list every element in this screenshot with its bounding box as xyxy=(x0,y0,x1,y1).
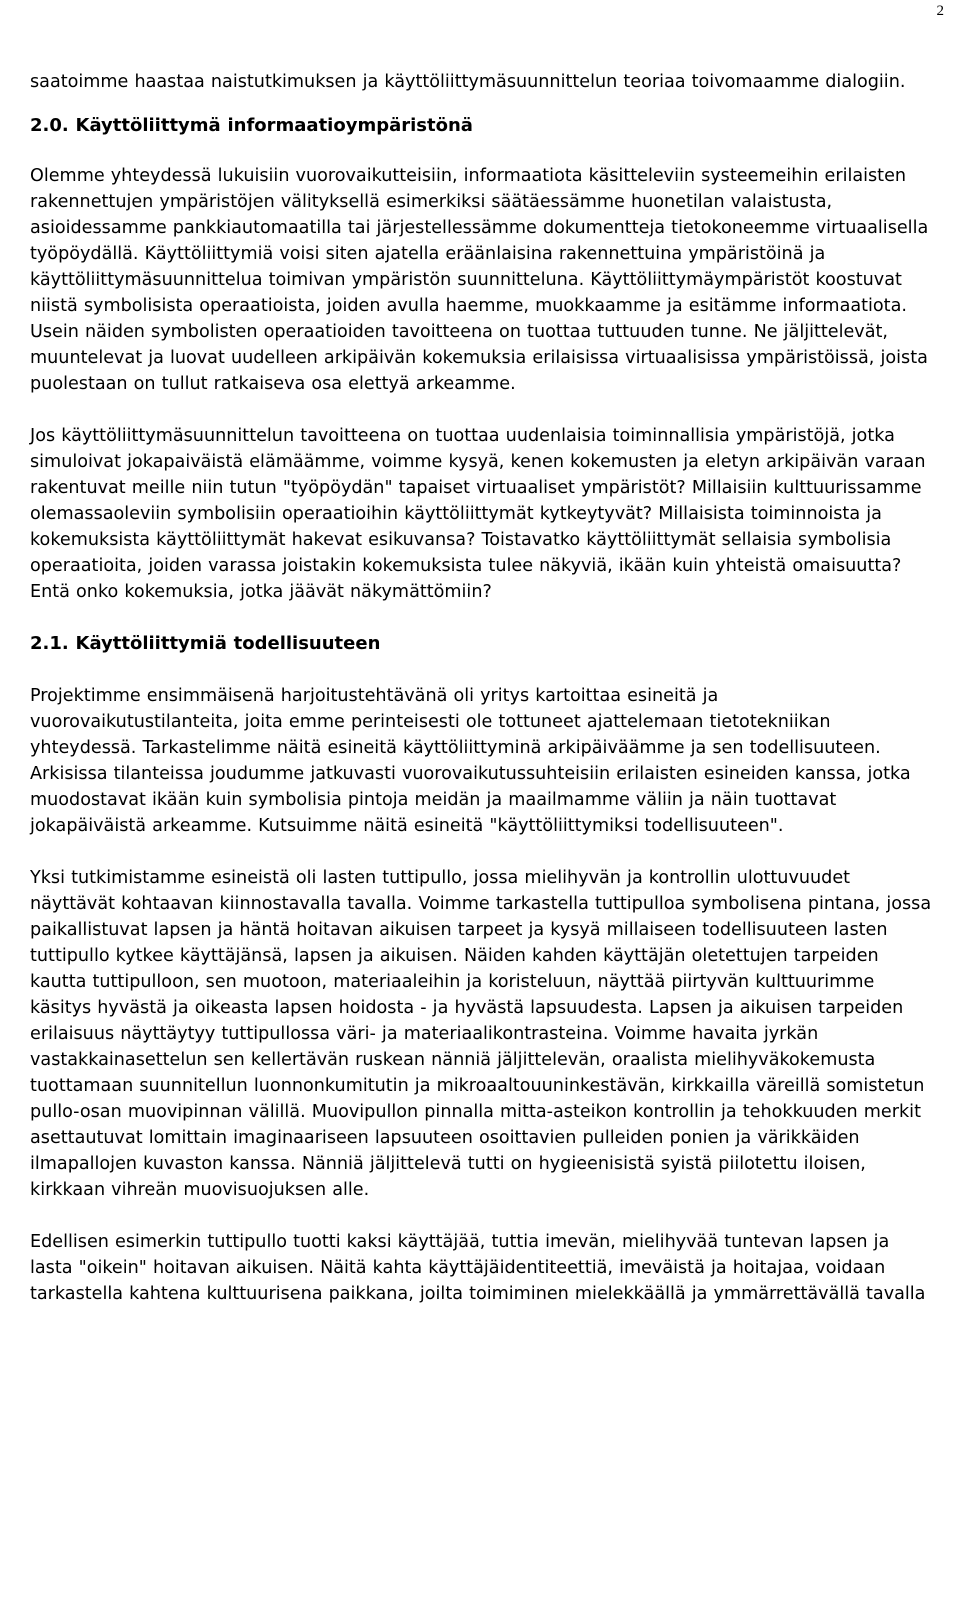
section-2-1-paragraph-1: Projektimme ensimmäisenä harjoitustehtävänä oli yritys kartoittaa esineitä ja vuorovaikutustilanteita, joita emme perinteisesti ole tottuneet ajattelemaan tietotekniikan yhteydessä. Tarkastelimme näitä esineitä käyttöliittyminä arkipäiväämme ja sen todellisuuteen. Arkisissa tilanteissa joudumme jatkuvasti vuorovaikutussuhteisiin erilaisten esineiden kanssa, jotka muodostavat ikään kuin symbolisia pintoja meidän ja maailmamme väliin ja näin tuottavat jokapäiväistä arkeamme. Kutsuimme näitä esineitä "käyttöliittymiksi todellisuuteen". xyxy=(30,686,911,836)
section-2-0-paragraph-2: Jos käyttöliittymäsuunnittelun tavoitteena on tuottaa uudenlaisia toiminnallisia ympäristöjä, jotka simuloivat jokapaiväistä elämäämme, voimme kysyä, kenen kokemusten ja eletyn arkipäivän varaan rakentuvat meille niin tutun "työpöydän" tapaiset virtuaaliset ympäristöt? Millaisiin kulttuurissamme olemassaoleviin symbolisiin operaatioihin käyttöliittymät kytkeytyvät? Millaisista toiminnoista ja kokemuksista käyttöliittymät hakevat esikuvansa? Toistavatko käyttöliittymät sellaisia symbolisia operaatioita, joiden varassa joistakin kokemuksista tulee näkyviä, ikään kuin yhteistä omaisuutta? Entä onko kokemuksia, jotka jäävät näkymättömiin? xyxy=(30,426,926,602)
section-2-1-paragraph-2: Yksi tutkimistamme esineistä oli lasten tuttipullo, jossa mielihyvän ja kontrollin ulottuvuudet näyttävät kohtaavan kiinnostavalla tavalla. Voimme tarkastella tuttipulloa symbolisena pintana, jossa paikallistuvat lapsen ja häntä hoitavan aikuisen tarpeet ja kysyä millaiseen todellisuuteen lasten tuttipullo kytkee käyttäjänsä, lapsen ja aikuisen. Näiden kahden käyttäjän oletettujen tarpeiden kautta tuttipulloon, sen muotoon, materiaaleihin ja koristeluun, näyttää piirtyvän kulttuurimme käsitys hyvästä ja oikeasta lapsen hoidosta - ja hyvästä lapsuudesta. Lapsen ja aikuisen tarpeiden erilaisuus näyttäytyy tuttipullossa väri- ja materiaalikontrasteina. Voimme havaita jyrkän vastakkainasettelun sen kellertävän ruskean nänniä jäljittelevän, oraalista mielihyväkokemusta tuottamaan suunnitellun luonnonkumitutin ja mikroaaltouuninkestävän, kirkkailla väreillä somistetun pullo-osan muovipinnan välillä. Muovipullon pinnalla mitta-asteikon kontrollin ja tehokkuuden merkit asettautuvat lomittain imaginaariseen lapsuuteen osoittavien pulleiden ponien ja värikkäiden ilmapallojen kuvaston kanssa. Nänniä jäljittelevä tutti on hygieenisistä syistä piilotettu iloisen, kirkkaan vihreän muovisuojuksen alle. xyxy=(30,868,932,1200)
section-2-1-heading: 2.1. Käyttöliittymiä todellisuuteen xyxy=(30,633,381,654)
section-2-1-paragraph-3: Edellisen esimerkin tuttipullo tuotti kaksi käyttäjää, tuttia imevän, mielihyvää tuntevan lapsen ja lasta "oikein" hoitavan aikuisen. Näitä kahta käyttäjäidentiteettiä, imeväistä ja hoitajaa, voidaan tarkastella kahtena kulttuurisena paikkana, joilta toimiminen mielekkäällä ja ymmärrettävällä tavalla xyxy=(30,1232,926,1304)
page-number: 2 xyxy=(936,3,944,19)
document-body xyxy=(30,69,932,1307)
section-2-0-paragraph-1: Olemme yhteydessä lukuisiin vuorovaikutteisiin, informaatiota käsitteleviin systeemeihin erilaisten rakennettujen ympäristöjen välityksellä esimerkiksi säätäessämme huonetilan valaistusta, asioidessamme pankkiautomaatilla tai järjestellessämme dokumentteja tietokoneemme virtuaalisella työpöydällä. Käyttöliittymiä voisi siten ajatella eräänlaisina rakennettuina ympäristöinä ja käyttöliittymäsuunnittelua toimivan ympäristön suunnitteluna. Käyttöliittymäympäristöt koostuvat niistä symbolisista operaatioista, joiden avulla haemme, muokkaamme ja esitämme informaatiota. Usein näiden symbolisten operaatioiden tavoitteena on tuottaa tuttuuden tunne. Ne jäljittelevät, muuntelevat ja luovat uudelleen arkipäivän kokemuksia erilaisissa virtuaalisissa ympäristöissä, joista puolestaan on tullut ratkaiseva osa elettyä arkeamme. xyxy=(30,166,929,394)
section-2-0-heading: 2.0. Käyttöliittymä informaatioympäristönä xyxy=(30,115,473,136)
intro-continuation-paragraph: saatoimme haastaa naistutkimuksen ja käyttöliittymäsuunnittelun teoriaa toivomaamme dialogiin. xyxy=(30,72,906,92)
